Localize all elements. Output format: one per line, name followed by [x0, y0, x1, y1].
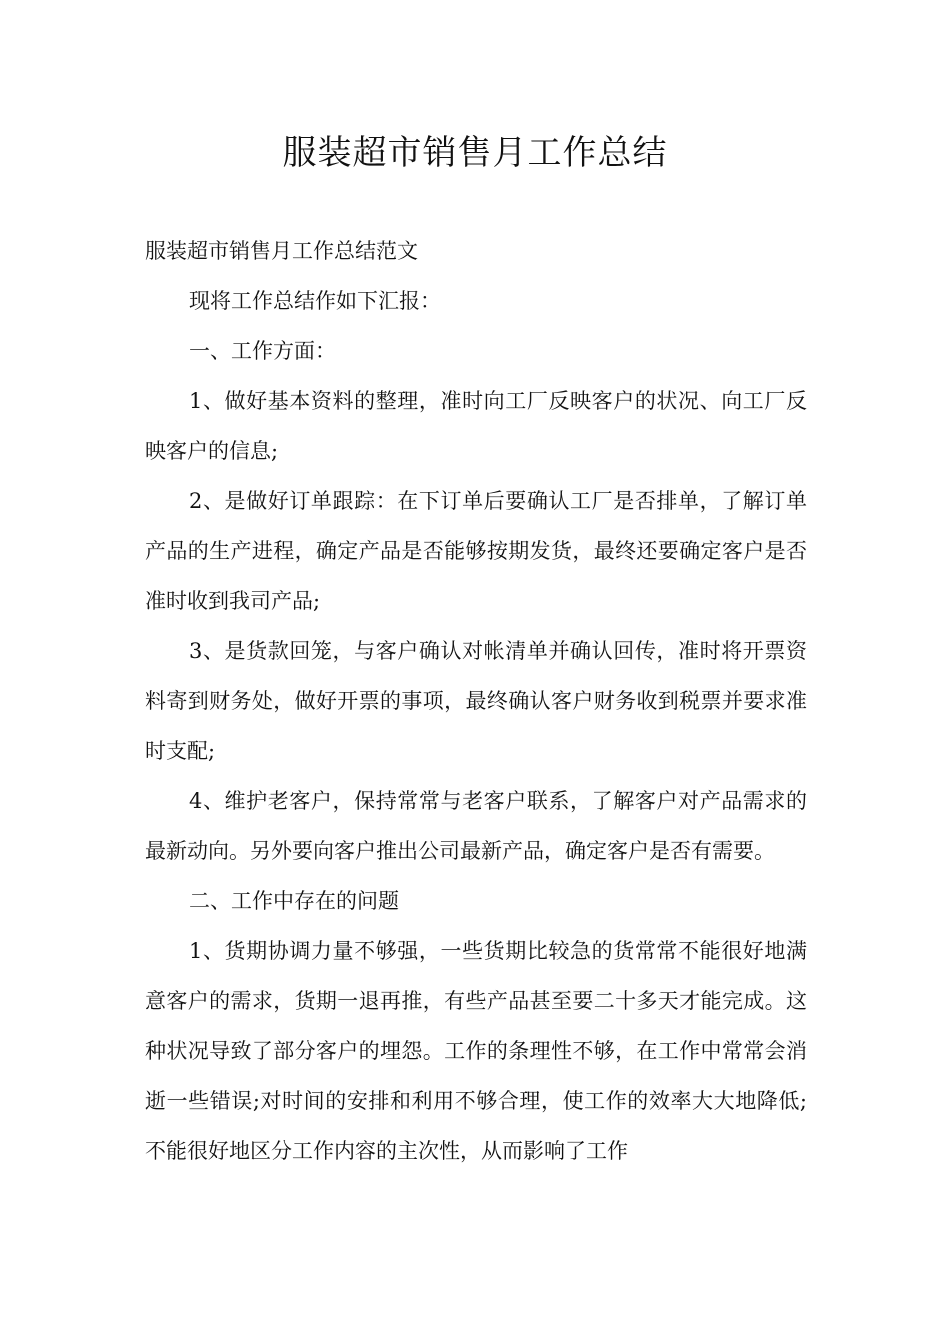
paragraph-problem-1: 1、货期协调力量不够强，一些货期比较急的货常常不能很好地满意客户的需求，货期一退再推，有些产品甚至要二十多天才能完成。这种状况导致了部分客户的埋怨。工作的条理性不够，在工作中常常会消逝一些错误;对时间的安排和利用不够合理，使工作的效率大大地降低;不能很好地区分工作内容的主次性，从而影响了工作 — [145, 939, 807, 1163]
paragraph-item-2: 2、是做好订单跟踪：在下订单后要确认工厂是否排单，了解订单产品的生产进程，确定产品是否能够按期发货，最终还要确定客户是否准时收到我司产品; — [145, 489, 807, 613]
document-subtitle: 服装超市销售月工作总结范文 — [145, 239, 418, 263]
paragraph-item-3: 3、是货款回笼，与客户确认对帐清单并确认回传，准时将开票资料寄到财务处，做好开票的事项，最终确认客户财务收到税票并要求准时支配; — [145, 639, 807, 763]
section-heading-work: 一、工作方面： — [189, 339, 336, 363]
document-title: 服装超市销售月工作总结 — [282, 133, 668, 173]
paragraph-item-4: 4、维护老客户，保持常常与老客户联系，了解客户对产品需求的最新动向。另外要向客户推出公司最新产品，确定客户是否有需要。 — [145, 789, 807, 863]
paragraph-intro: 现将工作总结作如下汇报： — [189, 289, 441, 313]
paragraph-item-1: 1、做好基本资料的整理，准时向工厂反映客户的状况、向工厂反映客户的信息; — [145, 389, 807, 463]
section-heading-problems: 二、工作中存在的问题 — [189, 889, 399, 913]
document-body — [145, 226, 807, 1176]
